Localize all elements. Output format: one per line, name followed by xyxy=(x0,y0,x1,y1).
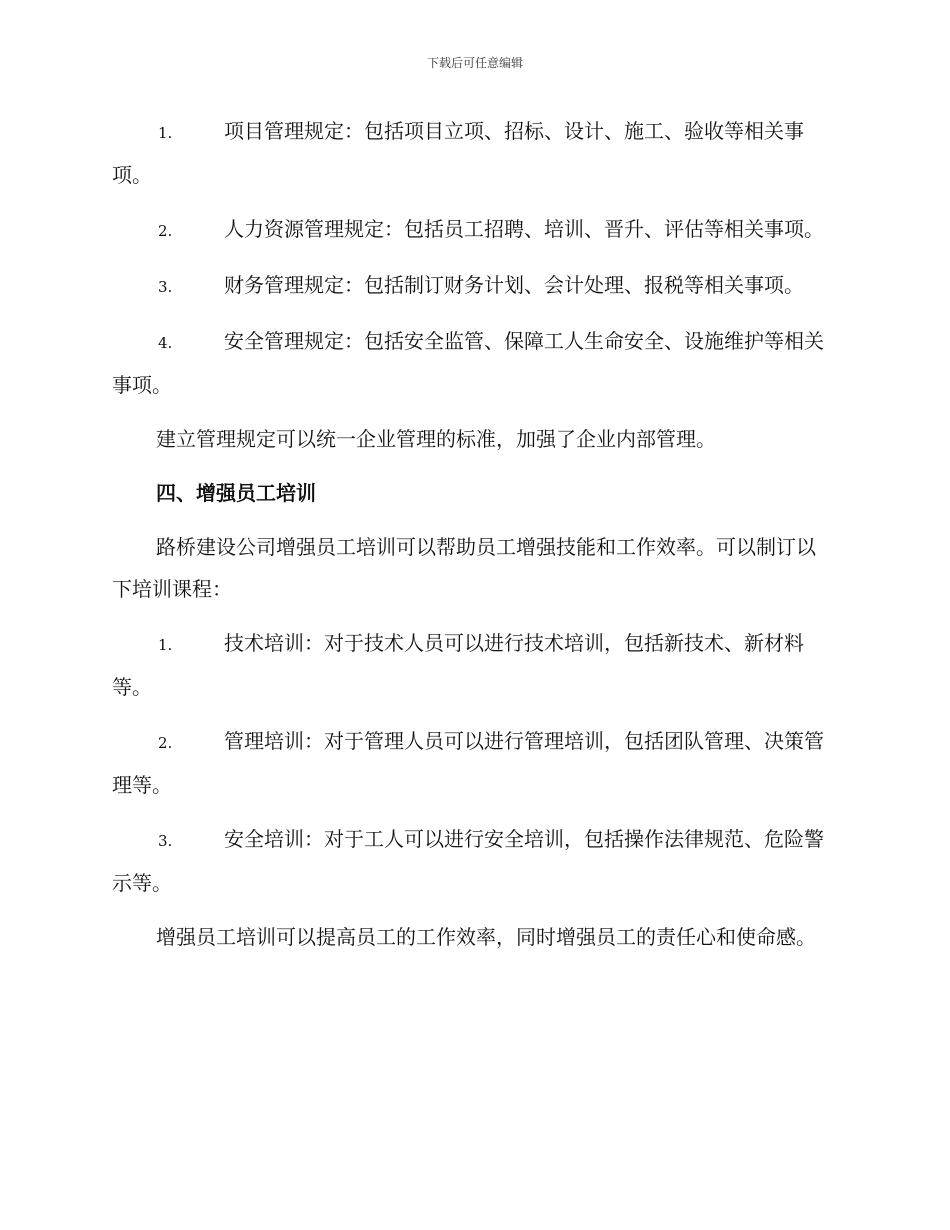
list-item-text: 技术培训：对于技术人员可以进行技术培训，包括新技术、新材料等。 xyxy=(112,631,804,699)
list-item-number: 3. xyxy=(158,832,173,850)
list-item xyxy=(112,110,834,196)
section-heading: 四、增强员工培训 xyxy=(156,481,316,505)
list-item xyxy=(112,818,834,904)
list-item xyxy=(112,320,834,406)
list-item-text: 财务管理规定：包括制订财务计划、会计处理、报税等相关事项。 xyxy=(224,273,804,297)
list-item xyxy=(112,208,834,252)
page-header: 下载后可任意编辑 xyxy=(426,56,523,70)
list-item-text: 安全管理规定：包括安全监管、保障工人生命安全、设施维护等相关事项。 xyxy=(112,329,824,397)
page-content xyxy=(112,110,834,970)
list-item xyxy=(112,622,834,708)
list-item-number: 4. xyxy=(158,334,173,352)
section-summary: 增强员工培训可以提高员工的工作效率，同时增强员工的责任心和使命感。 xyxy=(156,925,816,949)
list-item xyxy=(112,720,834,806)
list-item-text: 管理培训：对于管理人员可以进行管理培训，包括团队管理、决策管理等。 xyxy=(112,729,824,797)
list-item-number: 3. xyxy=(158,278,173,296)
list-item-number: 2. xyxy=(158,222,173,240)
list-item-text: 人力资源管理规定：包括员工招聘、培训、晋升、评估等相关事项。 xyxy=(224,217,824,241)
management-summary: 建立管理规定可以统一企业管理的标准，加强了企业内部管理。 xyxy=(156,427,716,451)
list-item-text: 项目管理规定：包括项目立项、招标、设计、施工、验收等相关事项。 xyxy=(112,119,804,187)
list-item-number: 1. xyxy=(158,124,173,142)
list-item-number: 1. xyxy=(158,636,173,654)
list-item-text: 安全培训：对于工人可以进行安全培训，包括操作法律规范、危险警示等。 xyxy=(112,827,824,895)
list-item xyxy=(112,264,834,308)
list-item-number: 2. xyxy=(158,734,173,752)
section-intro: 路桥建设公司增强员工培训可以帮助员工增强技能和工作效率。可以制订以下培训课程： xyxy=(112,535,816,601)
